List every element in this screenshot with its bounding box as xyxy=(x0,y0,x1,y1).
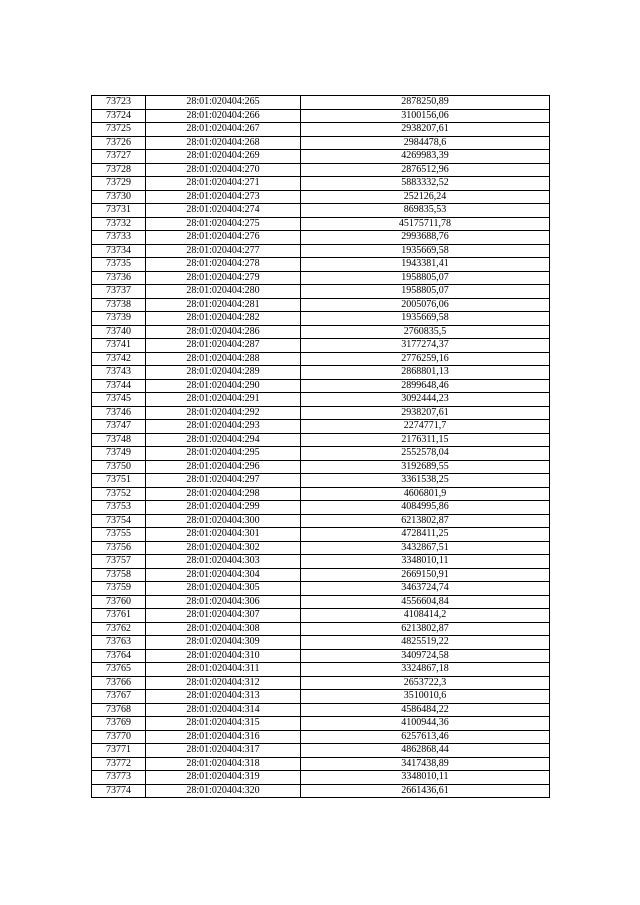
row-number-cell: 73752 xyxy=(92,487,146,501)
row-number-cell: 73760 xyxy=(92,595,146,609)
cadastral-number-cell: 28:01:020404:294 xyxy=(146,433,301,447)
value-cell: 3348010,11 xyxy=(301,555,550,569)
value-cell: 2993688,76 xyxy=(301,231,550,245)
value-cell: 3100156,06 xyxy=(301,109,550,123)
cadastral-number-cell: 28:01:020404:292 xyxy=(146,406,301,420)
row-number-cell: 73765 xyxy=(92,663,146,677)
row-number-cell: 73772 xyxy=(92,757,146,771)
cadastral-number-cell: 28:01:020404:277 xyxy=(146,244,301,258)
value-cell: 6213802,87 xyxy=(301,514,550,528)
row-number-cell: 73734 xyxy=(92,244,146,258)
value-cell: 2760835,5 xyxy=(301,325,550,339)
table-row xyxy=(92,352,550,366)
value-cell: 2876512,96 xyxy=(301,163,550,177)
row-number-cell: 73747 xyxy=(92,420,146,434)
cadastral-number-cell: 28:01:020404:265 xyxy=(146,96,301,110)
value-cell: 2274771,7 xyxy=(301,420,550,434)
value-cell: 4269983,39 xyxy=(301,150,550,164)
table-row xyxy=(92,379,550,393)
row-number-cell: 73739 xyxy=(92,312,146,326)
value-cell: 4100944,36 xyxy=(301,717,550,731)
row-number-cell: 73755 xyxy=(92,528,146,542)
table-row xyxy=(92,730,550,744)
cadastral-number-cell: 28:01:020404:300 xyxy=(146,514,301,528)
table-row xyxy=(92,150,550,164)
value-cell: 2005076,06 xyxy=(301,298,550,312)
table-row xyxy=(92,109,550,123)
value-cell: 3177274,37 xyxy=(301,339,550,353)
row-number-cell: 73740 xyxy=(92,325,146,339)
table-row xyxy=(92,433,550,447)
cadastral-number-cell: 28:01:020404:298 xyxy=(146,487,301,501)
cadastral-number-cell: 28:01:020404:290 xyxy=(146,379,301,393)
value-cell: 1935669,58 xyxy=(301,312,550,326)
value-cell: 1958805,07 xyxy=(301,271,550,285)
value-cell: 2669150,91 xyxy=(301,568,550,582)
cadastral-number-cell: 28:01:020404:314 xyxy=(146,703,301,717)
table-body xyxy=(92,96,550,798)
table-row xyxy=(92,771,550,785)
value-cell: 5883332,52 xyxy=(301,177,550,191)
cadastral-number-cell: 28:01:020404:274 xyxy=(146,204,301,218)
cadastral-number-cell: 28:01:020404:286 xyxy=(146,325,301,339)
cadastral-number-cell: 28:01:020404:271 xyxy=(146,177,301,191)
cadastral-number-cell: 28:01:020404:297 xyxy=(146,474,301,488)
table-row xyxy=(92,487,550,501)
cadastral-number-cell: 28:01:020404:309 xyxy=(146,636,301,650)
value-cell: 2878250,89 xyxy=(301,96,550,110)
cadastral-number-cell: 28:01:020404:295 xyxy=(146,447,301,461)
cadastral-number-cell: 28:01:020404:313 xyxy=(146,690,301,704)
value-cell: 3324867,18 xyxy=(301,663,550,677)
row-number-cell: 73735 xyxy=(92,258,146,272)
row-number-cell: 73770 xyxy=(92,730,146,744)
cadastral-number-cell: 28:01:020404:315 xyxy=(146,717,301,731)
table-row xyxy=(92,204,550,218)
table-row xyxy=(92,609,550,623)
value-cell: 869835,53 xyxy=(301,204,550,218)
cadastral-number-cell: 28:01:020404:276 xyxy=(146,231,301,245)
table-row xyxy=(92,447,550,461)
value-cell: 3348010,11 xyxy=(301,771,550,785)
table-row xyxy=(92,366,550,380)
table-row xyxy=(92,325,550,339)
row-number-cell: 73761 xyxy=(92,609,146,623)
value-cell: 2984478,6 xyxy=(301,136,550,150)
cadastral-number-cell: 28:01:020404:310 xyxy=(146,649,301,663)
cadastral-number-cell: 28:01:020404:299 xyxy=(146,501,301,515)
cadastral-number-cell: 28:01:020404:302 xyxy=(146,541,301,555)
cadastral-number-cell: 28:01:020404:281 xyxy=(146,298,301,312)
cadastral-number-cell: 28:01:020404:269 xyxy=(146,150,301,164)
value-cell: 3361538,25 xyxy=(301,474,550,488)
cadastral-number-cell: 28:01:020404:280 xyxy=(146,285,301,299)
row-number-cell: 73749 xyxy=(92,447,146,461)
table-row xyxy=(92,649,550,663)
row-number-cell: 73774 xyxy=(92,784,146,798)
table-row xyxy=(92,474,550,488)
cadastral-number-cell: 28:01:020404:318 xyxy=(146,757,301,771)
table-row xyxy=(92,177,550,191)
row-number-cell: 73746 xyxy=(92,406,146,420)
value-cell: 4606801,9 xyxy=(301,487,550,501)
cadastral-number-cell: 28:01:020404:316 xyxy=(146,730,301,744)
cadastral-number-cell: 28:01:020404:317 xyxy=(146,744,301,758)
row-number-cell: 73754 xyxy=(92,514,146,528)
row-number-cell: 73753 xyxy=(92,501,146,515)
cadastral-number-cell: 28:01:020404:296 xyxy=(146,460,301,474)
table-row xyxy=(92,271,550,285)
row-number-cell: 73766 xyxy=(92,676,146,690)
table-row xyxy=(92,703,550,717)
row-number-cell: 73743 xyxy=(92,366,146,380)
value-cell: 3510010,6 xyxy=(301,690,550,704)
row-number-cell: 73730 xyxy=(92,190,146,204)
table-row xyxy=(92,622,550,636)
cadastral-number-cell: 28:01:020404:289 xyxy=(146,366,301,380)
cadastral-number-cell: 28:01:020404:270 xyxy=(146,163,301,177)
cadastral-value-table xyxy=(91,95,550,798)
cadastral-number-cell: 28:01:020404:267 xyxy=(146,123,301,137)
row-number-cell: 73736 xyxy=(92,271,146,285)
row-number-cell: 73726 xyxy=(92,136,146,150)
row-number-cell: 73745 xyxy=(92,393,146,407)
value-cell: 2653722,3 xyxy=(301,676,550,690)
cadastral-number-cell: 28:01:020404:275 xyxy=(146,217,301,231)
row-number-cell: 73768 xyxy=(92,703,146,717)
row-number-cell: 73738 xyxy=(92,298,146,312)
value-cell: 6213802,87 xyxy=(301,622,550,636)
table-row xyxy=(92,528,550,542)
row-number-cell: 73757 xyxy=(92,555,146,569)
table-row xyxy=(92,96,550,110)
table-row xyxy=(92,501,550,515)
cadastral-number-cell: 28:01:020404:266 xyxy=(146,109,301,123)
table-row xyxy=(92,258,550,272)
row-number-cell: 73763 xyxy=(92,636,146,650)
cadastral-number-cell: 28:01:020404:305 xyxy=(146,582,301,596)
table-row xyxy=(92,244,550,258)
cadastral-number-cell: 28:01:020404:279 xyxy=(146,271,301,285)
table-row xyxy=(92,595,550,609)
cadastral-number-cell: 28:01:020404:307 xyxy=(146,609,301,623)
table-row xyxy=(92,406,550,420)
cadastral-number-cell: 28:01:020404:308 xyxy=(146,622,301,636)
row-number-cell: 73748 xyxy=(92,433,146,447)
row-number-cell: 73762 xyxy=(92,622,146,636)
cadastral-number-cell: 28:01:020404:288 xyxy=(146,352,301,366)
table-row xyxy=(92,514,550,528)
row-number-cell: 73729 xyxy=(92,177,146,191)
value-cell: 4862868,44 xyxy=(301,744,550,758)
row-number-cell: 73771 xyxy=(92,744,146,758)
table-row xyxy=(92,676,550,690)
value-cell: 1958805,07 xyxy=(301,285,550,299)
value-cell: 6257613,46 xyxy=(301,730,550,744)
value-cell: 3463724,74 xyxy=(301,582,550,596)
table-row xyxy=(92,460,550,474)
table-row xyxy=(92,163,550,177)
value-cell: 252126,24 xyxy=(301,190,550,204)
value-cell: 3417438,89 xyxy=(301,757,550,771)
cadastral-number-cell: 28:01:020404:282 xyxy=(146,312,301,326)
cadastral-number-cell: 28:01:020404:293 xyxy=(146,420,301,434)
value-cell: 3092444,23 xyxy=(301,393,550,407)
value-cell: 2776259,16 xyxy=(301,352,550,366)
value-cell: 4586484,22 xyxy=(301,703,550,717)
table-row xyxy=(92,217,550,231)
table-row xyxy=(92,784,550,798)
cadastral-number-cell: 28:01:020404:278 xyxy=(146,258,301,272)
row-number-cell: 73767 xyxy=(92,690,146,704)
cadastral-number-cell: 28:01:020404:303 xyxy=(146,555,301,569)
value-cell: 45175711,78 xyxy=(301,217,550,231)
row-number-cell: 73773 xyxy=(92,771,146,785)
row-number-cell: 73742 xyxy=(92,352,146,366)
cadastral-number-cell: 28:01:020404:304 xyxy=(146,568,301,582)
table-row xyxy=(92,136,550,150)
table-row xyxy=(92,231,550,245)
cadastral-number-cell: 28:01:020404:268 xyxy=(146,136,301,150)
value-cell: 3409724,58 xyxy=(301,649,550,663)
table-row xyxy=(92,582,550,596)
cadastral-number-cell: 28:01:020404:306 xyxy=(146,595,301,609)
value-cell: 2176311,15 xyxy=(301,433,550,447)
table-row xyxy=(92,123,550,137)
row-number-cell: 73732 xyxy=(92,217,146,231)
table-row xyxy=(92,393,550,407)
row-number-cell: 73756 xyxy=(92,541,146,555)
value-cell: 2661436,61 xyxy=(301,784,550,798)
table-row xyxy=(92,690,550,704)
value-cell: 4728411,25 xyxy=(301,528,550,542)
table-row xyxy=(92,568,550,582)
value-cell: 4825519,22 xyxy=(301,636,550,650)
table-row xyxy=(92,298,550,312)
row-number-cell: 73758 xyxy=(92,568,146,582)
table-row xyxy=(92,663,550,677)
row-number-cell: 73741 xyxy=(92,339,146,353)
value-cell: 4084995,86 xyxy=(301,501,550,515)
row-number-cell: 73724 xyxy=(92,109,146,123)
value-cell: 2552578,04 xyxy=(301,447,550,461)
value-cell: 1943381,41 xyxy=(301,258,550,272)
table-row xyxy=(92,339,550,353)
table-row xyxy=(92,312,550,326)
table-row xyxy=(92,541,550,555)
row-number-cell: 73737 xyxy=(92,285,146,299)
value-cell: 4556604,84 xyxy=(301,595,550,609)
cadastral-number-cell: 28:01:020404:291 xyxy=(146,393,301,407)
cadastral-number-cell: 28:01:020404:311 xyxy=(146,663,301,677)
table-row xyxy=(92,744,550,758)
value-cell: 2868801,13 xyxy=(301,366,550,380)
cadastral-number-cell: 28:01:020404:312 xyxy=(146,676,301,690)
row-number-cell: 73733 xyxy=(92,231,146,245)
row-number-cell: 73750 xyxy=(92,460,146,474)
value-cell: 2899648,46 xyxy=(301,379,550,393)
row-number-cell: 73751 xyxy=(92,474,146,488)
value-cell: 2938207,61 xyxy=(301,406,550,420)
cadastral-number-cell: 28:01:020404:273 xyxy=(146,190,301,204)
table-row xyxy=(92,420,550,434)
cadastral-number-cell: 28:01:020404:319 xyxy=(146,771,301,785)
cadastral-number-cell: 28:01:020404:287 xyxy=(146,339,301,353)
table-row xyxy=(92,636,550,650)
row-number-cell: 73759 xyxy=(92,582,146,596)
row-number-cell: 73725 xyxy=(92,123,146,137)
table-row xyxy=(92,190,550,204)
row-number-cell: 73727 xyxy=(92,150,146,164)
table-row xyxy=(92,717,550,731)
row-number-cell: 73744 xyxy=(92,379,146,393)
cadastral-number-cell: 28:01:020404:320 xyxy=(146,784,301,798)
cadastral-number-cell: 28:01:020404:301 xyxy=(146,528,301,542)
row-number-cell: 73769 xyxy=(92,717,146,731)
row-number-cell: 73728 xyxy=(92,163,146,177)
table-row xyxy=(92,555,550,569)
value-cell: 4108414,2 xyxy=(301,609,550,623)
value-cell: 2938207,61 xyxy=(301,123,550,137)
row-number-cell: 73731 xyxy=(92,204,146,218)
row-number-cell: 73723 xyxy=(92,96,146,110)
table-row xyxy=(92,757,550,771)
row-number-cell: 73764 xyxy=(92,649,146,663)
table-row xyxy=(92,285,550,299)
value-cell: 3192689,55 xyxy=(301,460,550,474)
value-cell: 1935669,58 xyxy=(301,244,550,258)
value-cell: 3432867,51 xyxy=(301,541,550,555)
